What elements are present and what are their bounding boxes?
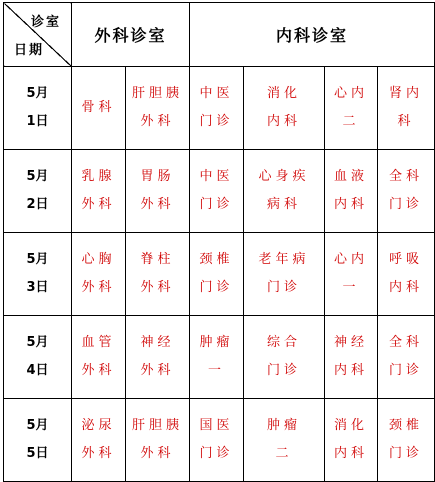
clinic-cell [190,67,244,150]
table-row [4,316,435,399]
corner-label-room: 诊室 [30,15,61,30]
date-month: 5月 [26,252,49,267]
clinic-cell [72,399,126,482]
clinic-cell [244,67,325,150]
clinic-name-line1: 泌尿 [81,418,116,433]
clinic-cell [244,150,325,233]
clinic-name-line2: 门诊 [389,446,424,461]
clinic-cell [190,316,244,399]
date-cell [4,67,72,150]
clinic-name-line2: 内科 [267,114,302,129]
clinic-name-line2: 外科 [140,114,175,129]
clinic-name-line1: 消化 [267,86,302,101]
table-row [4,233,435,316]
clinic-name-line2: 外科 [140,280,175,295]
clinic-name-line1: 心胸 [81,252,116,267]
table-row [4,399,435,482]
clinic-cell [190,150,244,233]
clinic-name-line2: 外科 [81,280,116,295]
clinic-name-line1: 骨科 [81,100,116,115]
clinic-name-line2: 内科 [334,446,369,461]
clinic-name-line2: 外科 [140,197,175,212]
clinic-cell [325,399,378,482]
date-cell [4,316,72,399]
clinic-name-line1: 中医 [199,169,234,184]
clinic-cell [126,150,190,233]
clinic-name-line1: 颈椎 [389,418,424,433]
clinic-name-line2: 门诊 [267,363,302,378]
clinic-name-line2: 外科 [81,446,116,461]
clinic-name-line2: 门诊 [199,197,234,212]
clinic-name-line1: 全科 [389,169,424,184]
clinic-name-line1: 全科 [389,335,424,350]
clinic-name-line2: 外科 [81,363,116,378]
clinic-cell [378,316,435,399]
clinic-name-line2: 二 [342,114,360,129]
date-month: 5月 [26,86,49,101]
date-day: 5日 [26,446,49,461]
clinic-cell [126,233,190,316]
clinic-cell [126,316,190,399]
clinic-name-line1: 心身疾 [258,169,310,184]
clinic-name-line2: 科 [397,114,415,129]
clinic-name-line1: 肿瘤 [199,335,234,350]
clinic-cell [244,233,325,316]
date-month: 5月 [26,169,49,184]
clinic-name-line1: 心内 [334,86,369,101]
clinic-name-line1: 颈椎 [199,252,234,267]
date-cell [4,233,72,316]
clinic-cell [325,316,378,399]
schedule-table-wrapper [3,2,424,464]
date-day: 3日 [26,280,49,295]
table-row [4,150,435,233]
clinic-name-line1: 国医 [199,418,234,433]
clinic-cell [72,316,126,399]
clinic-name-line2: 一 [342,280,360,295]
corner-label-date: 日期 [14,43,45,58]
clinic-cell [325,67,378,150]
header-row [4,3,435,67]
clinic-cell [72,233,126,316]
date-day: 4日 [26,363,49,378]
date-cell [4,399,72,482]
clinic-name-line1: 老年病 [258,252,310,267]
clinic-name-line2: 病科 [267,197,302,212]
clinic-cell [378,233,435,316]
clinic-name-line1: 血管 [81,335,116,350]
clinic-cell [244,399,325,482]
surgery-group-header: 外科诊室 [72,3,190,67]
clinic-cell [378,150,435,233]
clinic-name-line2: 一 [208,363,226,378]
clinic-name-line2: 外科 [140,446,175,461]
clinic-cell [325,150,378,233]
clinic-name-line1: 消化 [334,418,369,433]
date-day: 2日 [26,197,49,212]
clinic-name-line1: 肿瘤 [267,418,302,433]
clinic-schedule-table [3,2,435,482]
clinic-cell [126,399,190,482]
date-cell [4,150,72,233]
corner-header-cell [4,3,72,67]
clinic-name-line2: 内科 [389,280,424,295]
date-day: 1日 [26,114,49,129]
clinic-name-line1: 综合 [267,335,302,350]
clinic-name-line1: 脊柱 [140,252,175,267]
clinic-cell [325,233,378,316]
clinic-cell [378,67,435,150]
date-month: 5月 [26,335,49,350]
clinic-name-line1: 心内 [334,252,369,267]
clinic-name-line1: 中医 [199,86,234,101]
clinic-cell [126,67,190,150]
clinic-name-line2: 外科 [140,363,175,378]
clinic-name-line1: 肝胆胰 [132,418,184,433]
clinic-cell [244,316,325,399]
table-row [4,67,435,150]
clinic-cell [190,399,244,482]
clinic-cell [72,67,126,150]
clinic-name-line2: 门诊 [267,280,302,295]
clinic-name-line1: 血液 [334,169,369,184]
clinic-name-line1: 神经 [140,335,175,350]
clinic-name-line2: 门诊 [199,446,234,461]
clinic-name-line1: 呼吸 [389,252,424,267]
clinic-name-line1: 乳腺 [81,169,116,184]
clinic-name-line2: 外科 [81,197,116,212]
clinic-name-line2: 二 [275,446,293,461]
clinic-name-line1: 肾内 [389,86,424,101]
clinic-name-line2: 门诊 [389,363,424,378]
clinic-name-line1: 肝胆胰 [132,86,184,101]
clinic-cell [190,233,244,316]
date-month: 5月 [26,418,49,433]
clinic-name-line2: 内科 [334,197,369,212]
clinic-cell [378,399,435,482]
clinic-name-line2: 门诊 [389,197,424,212]
internal-medicine-group-header: 内科诊室 [190,3,435,67]
clinic-name-line1: 胃肠 [140,169,175,184]
clinic-name-line2: 内科 [334,363,369,378]
clinic-name-line2: 门诊 [199,114,234,129]
clinic-cell [72,150,126,233]
clinic-name-line2: 门诊 [199,280,234,295]
clinic-name-line1: 神经 [334,335,369,350]
